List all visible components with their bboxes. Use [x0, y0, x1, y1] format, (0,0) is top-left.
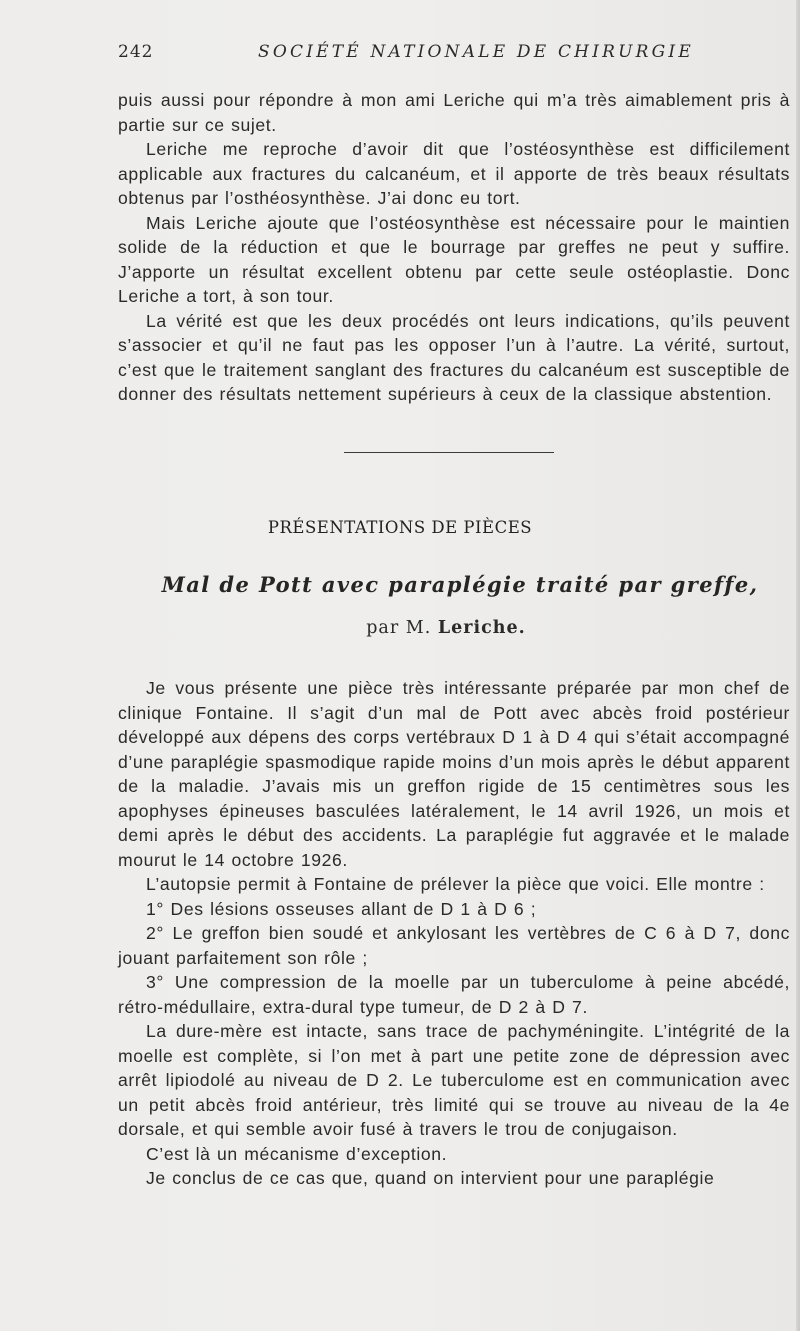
list-item: 1° Des lésions osseuses allant de D 1 à D 6 ; — [146, 898, 537, 919]
article-title: Mal de Pott avec paraplégie traité par greffe, — [161, 572, 759, 597]
byline-prefix: par M. — [366, 618, 432, 638]
running-head: SOCIÉTÉ NATIONALE DE CHIRURGIE — [258, 42, 694, 62]
list-item: 3° Une compression de la moelle par un tuberculome à peine abcédé, rétro-médullaire, extra-dural type tumeur, de D 2 à D 7. — [118, 972, 790, 1017]
page-header — [118, 42, 788, 68]
list-item: 2° Le greffon bien soudé et ankylosant les vertèbres de C 6 à D 7, donc jouant parfaitement son rôle ; — [118, 923, 790, 968]
page-edge-shadow — [796, 0, 800, 1331]
byline — [0, 618, 800, 638]
body-text-top — [118, 88, 790, 407]
paragraph: puis aussi pour répondre à mon ami Leriche qui m’a très aimablement pris à partie sur ce sujet. — [118, 90, 790, 135]
paragraph: Je conclus de ce cas que, quand on intervient pour une paraplégie — [146, 1168, 715, 1188]
page-number: 242 — [118, 42, 154, 62]
paragraph: La dure-mère est intacte, sans trace de pachyméningite. L’intégrité de la moelle est complète, si l’on met à part une petite zone de dépression avec arrêt lipiodolé au niveau de D 2. Le tuberculome est en communication avec un petit abcès froid antérieur, très limité qui se trouve au niveau de la 4e dorsale, et qui semble avoir fusé à travers le trou de conjugaison. — [118, 1021, 790, 1139]
paragraph: L’autopsie permit à Fontaine de prélever la pièce que voici. Elle montre : — [146, 874, 765, 894]
section-title: PRÉSENTATIONS DE PIÈCES — [267, 518, 533, 537]
paragraph: Leriche me reproche d’avoir dit que l’ostéosynthèse est difficilement applicable aux fractures du calcanéum, et il apporte de très beaux résultats obtenus par l’osthéosynthèse. J’ai donc eu tort. — [118, 139, 790, 208]
paragraph: Je vous présente une pièce très intéressante préparée par mon chef de clinique Fontaine. Il s’agit d’un mal de Pott avec abcès froid postérieur développé aux dépens des corps vertébraux D 1 à D 4 qui s’était accompagné d’une paraplégie spasmodique rapide moins d’un mois après le début apparent de la maladie. J’avais mis un greffon rigide de 15 centimètres sous les apophyses épineuses basculées latéralement, le 14 avril 1926, un mois et demi après le début des accidents. La paraplégie fut aggravée et le malade mourut le 14 octobre 1926. — [118, 678, 790, 870]
paragraph: Mais Leriche ajoute que l’ostéosynthèse est nécessaire pour le maintien solide de la réduction et que le bourrage par greffes ne peut y suffire. J’apporte un résultat excellent obtenu par cette seule ostéoplastie. Donc Leriche a tort, à son tour. — [118, 212, 790, 306]
paragraph: C’est là un mécanisme d’exception. — [146, 1143, 448, 1164]
section-divider — [344, 452, 554, 453]
paragraph: La vérité est que les deux procédés ont leurs indications, qu’ils peuvent s’associer et qu’il ne faut pas les opposer l’un à l’autre. La vérité, surtout, c’est que le traitement sanglant des fractures du calcanéum est susceptible de donner des résultats nettement supérieurs à ceux de la classique abstention. — [118, 310, 790, 404]
body-text-bottom — [118, 676, 790, 1191]
byline-author: Leriche. — [437, 618, 526, 638]
